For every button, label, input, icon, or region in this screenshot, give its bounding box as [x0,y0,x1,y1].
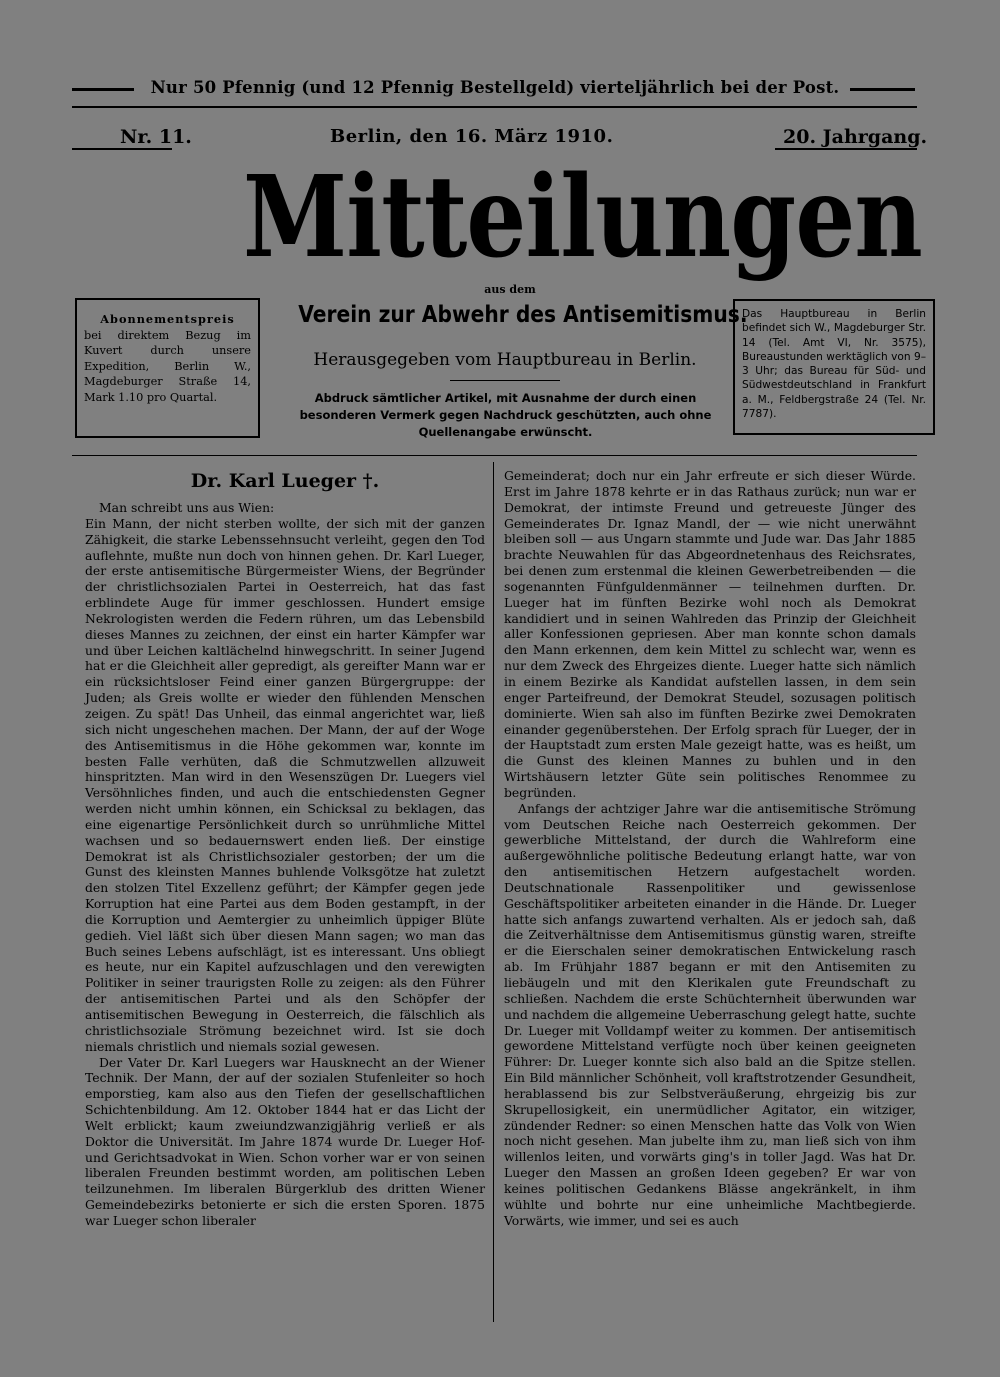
reprint-notice: Abdruck sämtlicher Artikel, mit Ausnahme der durch einen besonderen Vermerk gegen Nachdruck geschützten, auch ohne Quellenangabe erwünscht. [299,391,712,439]
aus-dem-label: aus dem [484,283,536,296]
subscription-strap: Nur 50 Pfennig (und 12 Pfennig Bestellgeld) vierteljährlich bei der Post. [150,78,840,97]
header-divider [72,455,917,456]
article-column-left [85,500,485,1229]
volume-year: 20. Jahrgang. [783,126,928,148]
strap-rule-bottom [72,106,917,108]
article-paragraph: Man schreibt uns aus Wien: [99,500,275,515]
column-divider [493,462,494,1322]
issue-underline [72,148,172,150]
dateline: Berlin, den 16. März 1910. [330,126,614,147]
subscription-box-text: bei direktem Bezug im Kuvert durch unsere Expedition, Berlin W., Magdeburger Straße 14, Mark 1.10 pro Quartal. [84,328,251,404]
subscription-box [75,298,260,438]
publisher-name: Verein zur Abwehr des Antisemitismus. [298,302,748,328]
volume-underline [775,148,917,150]
article-paragraph: Ein Mann, der nicht sterben wollte, der sich mit der ganzen Zähigkeit, die starke Lebenssehnsucht verleiht, gegen den Tod auflehnte, mußte nun doch von hinnen gehen. Dr. Karl Lueger, der erste antisemitische Bürgermeister Wiens, der Begründer der christlichsozialen Partei in Oesterreich, hat das fast erblindete Auge für immer geschlossen. Hundert emsige Nekrologisten werden die Federn rühren, um das Lebensbild dieses Mannes zu zeichnen, der einst ein harter Kämpfer war und über Leichen kaltlächelnd hinwegschritt. In seiner Jugend hat er die Gleichheit aller gepredigt, als gereifter Mann war er ein rücksichtsloser Feind einer ganzen Bürgergruppe: der Juden; als Greis wollte er wieder den fühlenden Menschen zeigen. Zu spät! Das Unheil, das einmal angerichtet war, ließ sich nicht ungeschehen machen. Der Mann, der auf der Woge des Antisemitismus in die Höhe gekommen war, konnte im besten Falle verhüten, daß die Schmutzwellen allzuweit hinspritzten. Man wird in den Wesenszügen Dr. Luegers viel Versöhnliches finden, und auch die entschiedensten Gegner werden nicht umhin können, ein Schicksal zu beklagen, das eine eigenartige Persönlichkeit durch so unrühmliche Mittel wachsen und so bedauernswert enden ließ. Der einstige Demokrat ist als Christlichsozialer gestorben; der um die Gunst des kleinsten Mannes buhlende Volksgötze hat zuletzt den stolzen Titel Exzellenz geführt; der Kämpfer gegen jede Korruption hat eine Partei aus dem Boden gestampft, in der die Korruption und Aemtergier zu unheimlich üppiger Blüte gedieh. Viel läßt sich über diesen Mann sagen; wo man das Buch seines Lebens aufschlägt, ist es interessant. Uns obliegt es heute, nur ein Kapitel aufzuschlagen und den verewigten Politiker in seiner traurigsten Rolle zu zeigen: als den Führer der antisemitischen Partei und als den Schöpfer der antisemitischen Bewegung in Oesterreich, die fälschlich als christlichsoziale Strömung bezeichnet wird. Ist sie doch niemals christlich und niemals sozial gewesen. [85,515,485,1054]
bureau-box-text: Das Hauptbureau in Berlin befindet sich W., Magdeburger Str. 14 (Tel. Amt VI, Nr. 3575), Bureaustunden werktäglich von 9–3 Uhr; das Bureau für Süd- und Südwestdeutschland in Frankfurt a. M., Feldbergstraße 24 (Tel. Nr. 7787). [742,308,926,421]
editor-line: Herausgegeben vom Hauptbureau in Berlin. [313,350,697,370]
article-paragraph: Der Vater Dr. Karl Luegers war Hausknecht an der Wiener Technik. Der Mann, der auf der sozialen Stufenleiter so hoch emporstieg, kam also aus den Tiefen der gesellschaftlichen Schichtenbildung. Am 12. Oktober 1844 hat er das Licht der Welt erblickt; kaum zweiundzwanzigjährig verließ er als Doktor die Universität. Im Jahre 1874 wurde Dr. Lueger Hof- und Gerichtsadvokat in Wien. Schon vorher war er von seinen liberalen Freunden bestimmt worden, am politischen Leben teilzunehmen. Im liberalen Bürgerklub des dritten Wiener Gemeindebezirks betonierte er sich die ersten Sporen. 1875 war Lueger schon liberaler [85,1054,485,1228]
bureau-box [733,299,935,435]
editor-underline [450,380,560,381]
article-paragraph: Gemeinderat; doch nur ein Jahr erfreute er sich dieser Würde. Erst im Jahre 1878 kehrte er in das Rathaus zurück; nun war er Demokrat, der intimste Freund und getreueste Jünger des Gemeinderates Dr. Ignaz Mandl, der — wie nicht unerwähnt bleiben soll — aus Ungarn stammte und Jude war. Das Jahr 1885 brachte Neuwahlen für das Abgeordnetenhaus des Reichsrates, bei denen zum erstenmal die kleinen Gewerbetreibenden — die sogenannten Fünfguldenmänner — teilnehmen durften. Dr. Lueger hat im fünften Bezirke wohl noch als Demokrat kandidiert und in seinen Wahlreden das Prinzip der Gleichheit aller Konfessionen gepriesen. Aber man konnte schon damals den Mann erkennen, dem kein Mittel zu schlecht war, wenn es nur dem Zweck des Ehrgeizes diente. Lueger hatte sich nämlich in einem Bezirke als Kandidat aufstellen lassen, in dem sein enger Parteifreund, der Demokrat Steudel, sozusagen politisch dominierte. Wien sah also im fünften Bezirke zwei Demokraten einander gegenüberstehen. Der Erfolg sprach für Lueger, der in der Hauptstadt zum ersten Male gezeigt hatte, was es heißt, um die Gunst des kleinen Mannes zu buhlen und in den Wirtshäusern letzter Güte sein politisches Renommee zu begründen. [504,468,916,800]
issue-number: Nr. 11. [120,126,192,148]
subscription-box-title: Abonnementspreis [100,312,235,326]
article-title: Dr. Karl Lueger †. [190,470,380,492]
masthead-title: Mitteilungen [243,152,922,283]
article-column-right [504,468,916,1229]
article-paragraph: Anfangs der achtziger Jahre war die antisemitische Strömung vom Deutschen Reiche nach Oesterreich gekommen. Der gewerbliche Mittelstand, der durch die Wahlreform eine außergewöhnliche politische Bedeutung erlangt hatte, war von den antisemitischen Hetzern aufgestachelt worden. Deutschnationale Rassenpolitiker und gewissenlose Geschäftspolitiker arbeiteten einander in die Hände. Dr. Lueger hatte sich anfangs zuwartend verhalten. Als er jedoch sah, daß die Zeitverhältnisse dem Antisemitismus günstig waren, streifte er die Eierschalen seiner demokratischen Entwickelung rasch ab. Im Frühjahr 1887 begann er mit den Antisemiten zu liebäugeln und mit den Klerikalen gute Freundschaft zu schließen. Nachdem die erste Schüchternheit überwunden war und nachdem die allgemeine Ueberraschung gelegt hatte, suchte Dr. Lueger mit Volldampf weiter zu kommen. Der antisemitisch gewordene Mittelstand verfügte noch über keinen geeigneten Führer: Dr. Lueger konnte sich also bald an die Spitze stellen. Ein Bild männlicher Schönheit, voll kraftstrotzender Gesundheit, herablassend bis zur Selbstveräußerung, ehrgeizig bis zur Skrupellosigkeit, ein unermüdlicher Agitator, ein witziger, zündender Redner: so einen Menschen hatte das Volk von Wien noch nicht gesehen. Man jubelte ihm zu, man ließ sich von ihm willenlos leiten, und vorwärts ging's in toller Jagd. Was hat Dr. Lueger den Massen an großen Ideen gegeben? Er war von keines politischen Gedankens Blässe angekränkelt, in ihm wühlte und bohrte nur eine unheimliche Machtbegierde. Vorwärts, wie immer, und sei es auch [504,800,917,1228]
